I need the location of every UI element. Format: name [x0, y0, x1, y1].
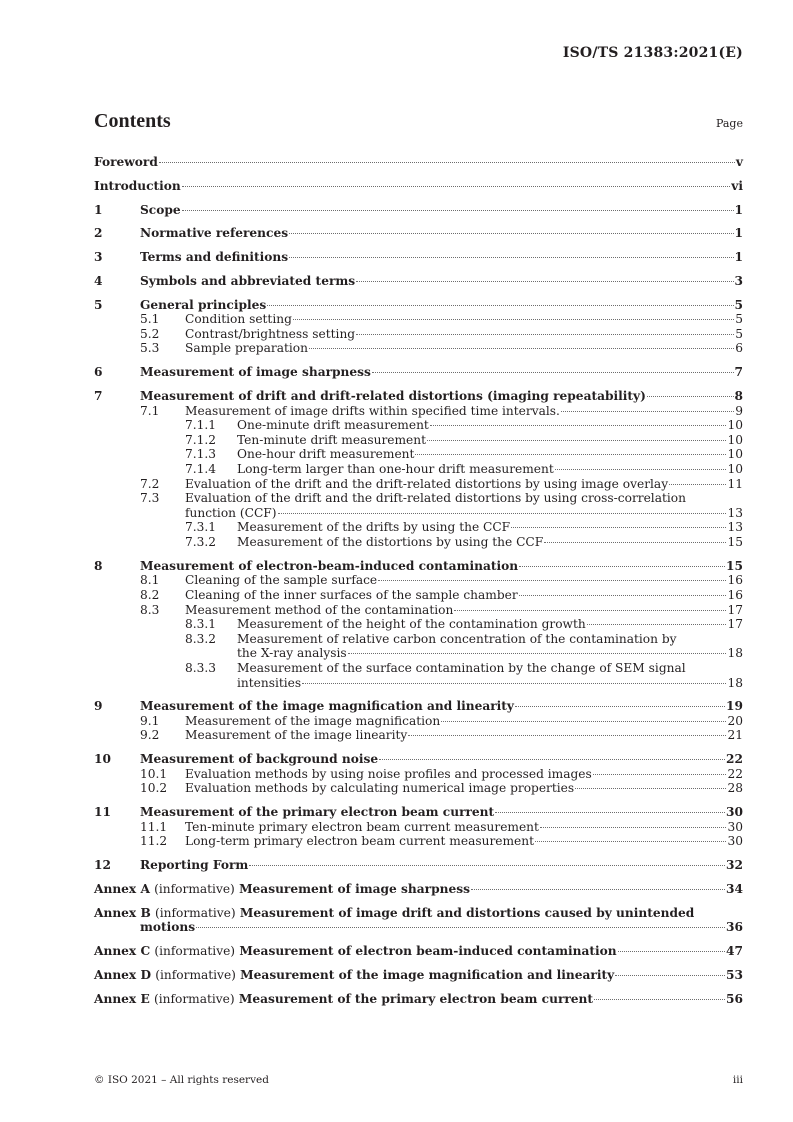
- toc-entry-page: 36: [726, 920, 743, 935]
- toc-entry-text: Measurement of drift and drift-related distortions (imaging repeatability): [140, 389, 646, 404]
- toc-entry-number: 8: [94, 558, 103, 573]
- toc-entry-page: v: [735, 155, 743, 169]
- toc-entry-page: 15: [727, 534, 743, 549]
- toc-entry-text: Measurement of image drifts within specified time intervals.: [185, 403, 560, 418]
- toc-entry-5-2[interactable]: [94, 327, 743, 342]
- toc-entry-7-1-1[interactable]: [94, 418, 743, 433]
- dot-leader: [544, 542, 726, 543]
- toc-entry-page: 19: [726, 699, 743, 714]
- toc-entry-text: [94, 882, 470, 897]
- toc-entry-number: 5: [94, 297, 103, 312]
- copyright-notice: © ISO 2021 – All rights reserved: [94, 1074, 269, 1086]
- toc-entry-page: 10: [727, 432, 743, 447]
- toc-entry-text: Measurement of image sharpness: [140, 365, 371, 380]
- dot-leader: [594, 999, 725, 1000]
- contents-title-row: [94, 110, 743, 133]
- toc-entry-page: 5: [735, 312, 743, 327]
- toc-entry-text: Foreword: [94, 155, 158, 169]
- toc-entry-page: 30: [727, 819, 743, 834]
- toc-entry-text: Measurement of electron-beam-induced contamination: [140, 558, 519, 573]
- toc-entry-3[interactable]: [94, 250, 743, 265]
- toc-entry-text: Introduction: [94, 178, 181, 193]
- page-column-label: Page: [715, 117, 743, 130]
- toc-entry-number: 7: [94, 389, 103, 404]
- toc-entry-number: 7.1.4: [185, 462, 217, 476]
- dot-leader: [302, 683, 726, 684]
- toc-entry-text: Long-term primary electron beam current measurement: [185, 834, 534, 849]
- toc-entry-number: 5.3: [140, 341, 160, 356]
- toc-entry-number: 12: [94, 858, 111, 873]
- toc-entry-page: 56: [726, 991, 743, 1006]
- toc-entry-number: 7.3.2: [185, 534, 217, 549]
- toc-entry-wrapped-text: [237, 661, 743, 690]
- toc-entry-page: 22: [727, 766, 743, 781]
- dot-leader: [454, 610, 726, 611]
- toc-entry-number: 7.1.2: [185, 432, 217, 447]
- toc-entry-5[interactable]: [94, 298, 743, 313]
- toc-entry-number: 10.1: [140, 766, 168, 781]
- toc-entry-10-2[interactable]: [94, 781, 743, 796]
- dot-leader: [293, 319, 734, 320]
- toc-entry-text: Normative references: [140, 226, 289, 241]
- toc-entry-page: 10: [727, 418, 743, 433]
- dot-leader: [379, 759, 725, 760]
- dot-leader: [159, 162, 735, 163]
- toc-entry-number: 7.3: [140, 491, 160, 506]
- toc-entry-page: 13: [727, 520, 743, 535]
- toc-entry-text: Measurement of the height of the contamination growth: [237, 617, 586, 632]
- dot-leader: [540, 827, 727, 828]
- toc-entry-text-line-1: Measurement of the surface contamination by the change of SEM signal: [237, 660, 686, 675]
- toc-entry-text: [94, 992, 593, 1007]
- toc-entry-10-1[interactable]: [94, 767, 743, 782]
- toc-entry-number: 9.1: [140, 713, 160, 728]
- annex-title: Measurement of the image magnification and linearity: [240, 967, 615, 982]
- document-id-header: ISO/TS 21383:2021(E): [562, 45, 743, 61]
- toc-entry-number: 9.2: [140, 728, 160, 743]
- dot-leader: [427, 440, 726, 441]
- toc-entry-text: One-hour drift measurement: [237, 447, 415, 462]
- toc-entry-number: 8.2: [140, 587, 160, 602]
- dot-leader: [378, 580, 726, 581]
- toc-entry-text: Measurement of the image linearity: [185, 728, 408, 743]
- toc-entry-text-line-1: [94, 906, 743, 921]
- toc-entry-8-3-1[interactable]: [94, 617, 743, 632]
- toc-entry-page: vi: [731, 178, 743, 193]
- toc-entry-text: Measurement of the image magnification: [185, 713, 441, 728]
- toc-entry-text: Cleaning of the sample surface: [185, 573, 378, 588]
- toc-entry-last-line: [185, 506, 743, 521]
- toc-entry-last-line: [237, 646, 743, 661]
- toc-entry-page: 17: [727, 602, 743, 617]
- toc-entry-page: 20: [727, 713, 743, 728]
- toc-entry-page: 3: [734, 273, 743, 288]
- dot-leader: [278, 513, 727, 514]
- toc-entry-5-3[interactable]: [94, 341, 743, 356]
- toc-entry-7-3[interactable]: [94, 491, 743, 520]
- annex-label: Annex D: [94, 967, 152, 982]
- toc-entry-page: 6: [735, 341, 743, 356]
- dot-leader: [593, 774, 727, 775]
- toc-entry-11-2[interactable]: [94, 834, 743, 849]
- toc-entry-wrapped-text: [185, 491, 743, 520]
- toc-entry-number: 10.2: [140, 781, 168, 796]
- toc-entry-number: 10: [94, 752, 111, 767]
- toc-entry-text: Long-term larger than one-hour drift measurement: [237, 462, 554, 476]
- toc-entry-page: 1: [734, 202, 743, 217]
- toc-entry-number: 7.1: [140, 403, 160, 418]
- toc-entry-page: 47: [726, 944, 743, 959]
- toc-entry-page: 18: [727, 646, 743, 661]
- toc-entry-11-1[interactable]: [94, 820, 743, 835]
- toc-entry-8-2[interactable]: [94, 588, 743, 603]
- toc-entry-7-3-1[interactable]: [94, 520, 743, 535]
- toc-entry-text: Measurement of background noise: [140, 752, 379, 767]
- toc-entry-text: Scope: [140, 202, 181, 217]
- toc-entry-7-1[interactable]: [94, 404, 743, 419]
- annex-label: Annex A: [94, 881, 150, 896]
- toc-entry-12[interactable]: [94, 858, 743, 873]
- toc-entry-text: Evaluation of the drift and the drift-related distortions by using image overlay: [185, 476, 669, 491]
- annex-title: Measurement of image sharpness: [239, 881, 470, 896]
- annex-type: (informative): [155, 967, 236, 982]
- toc-entry-8-1[interactable]: [94, 573, 743, 588]
- toc-entry-wrapped-text: [237, 632, 743, 661]
- toc-entry-page: 13: [727, 505, 743, 520]
- toc-entry-page: 9: [735, 403, 743, 418]
- toc-entry-text: Measurement of the image magnification and linearity: [140, 699, 514, 714]
- toc-entry-number: 1: [94, 202, 103, 217]
- toc-entry-text: Terms and definitions: [140, 250, 289, 265]
- toc-entry-page: 53: [726, 967, 743, 982]
- toc-entry-text-line-2: the X-ray analysis: [237, 646, 347, 661]
- toc-entry-7-3-2[interactable]: [94, 535, 743, 550]
- dot-leader: [511, 527, 726, 528]
- toc-entry-11[interactable]: [94, 805, 743, 820]
- toc-entry-text: Symbols and abbreviated terms: [140, 273, 356, 288]
- toc-entry-page: 11: [727, 476, 743, 491]
- dot-leader: [309, 348, 734, 349]
- page-number: iii: [732, 1074, 743, 1086]
- toc-entry-page: 1: [734, 250, 743, 265]
- toc-entry-number: 11.1: [140, 819, 168, 834]
- toc-entry-text: Sample preparation: [185, 341, 308, 356]
- annex-label: Annex E: [94, 991, 150, 1006]
- toc-entry-page: 21: [727, 728, 743, 743]
- toc-entry-8-3-2[interactable]: [94, 632, 743, 661]
- dot-leader: [519, 595, 727, 596]
- toc-entry-text-line-2: intensities: [237, 675, 302, 690]
- toc-entry-number: 5.1: [140, 312, 160, 327]
- toc-entry-page: 10: [727, 462, 743, 476]
- toc-entry-number: 8.3.1: [185, 617, 217, 632]
- dot-leader: [575, 788, 726, 789]
- dot-leader: [615, 975, 725, 976]
- toc-entry-annex-d[interactable]: [94, 968, 743, 983]
- annex-label: Annex B: [94, 905, 151, 920]
- toc-entry-7-1-2[interactable]: [94, 433, 743, 448]
- toc-entry-number: 5.2: [140, 326, 160, 341]
- toc-entry-number: 9: [94, 699, 103, 714]
- toc-entry-text: Measurement of the primary electron beam current: [140, 805, 495, 820]
- toc-entry-number: 8.3: [140, 602, 160, 617]
- toc-entry-7[interactable]: [94, 389, 743, 404]
- toc-entry-last-line: [94, 920, 743, 935]
- toc-entry-page: 15: [726, 558, 743, 573]
- toc-entry-page: 30: [727, 834, 743, 849]
- dot-leader: [356, 334, 734, 335]
- toc-entry-10[interactable]: [94, 752, 743, 767]
- toc-entry-number: 7.3.1: [185, 520, 217, 535]
- toc-entry-page: 5: [735, 326, 743, 341]
- toc-entry-text: Ten-minute primary electron beam current measurement: [185, 819, 539, 834]
- table-of-contents: [94, 155, 743, 1006]
- toc-entry-9-2[interactable]: [94, 728, 743, 743]
- annex-title: Measurement of the primary electron beam current: [238, 991, 594, 1006]
- toc-entry-6[interactable]: [94, 365, 743, 380]
- dot-leader: [587, 624, 727, 625]
- toc-entry-7-2[interactable]: [94, 477, 743, 492]
- toc-entry-last-line: [237, 676, 743, 691]
- toc-entry-number: 6: [94, 365, 103, 380]
- toc-entry-number: 8.3.2: [185, 631, 217, 646]
- toc-entry-page: 5: [734, 297, 743, 312]
- toc-entry-8[interactable]: [94, 559, 743, 574]
- dot-leader: [495, 812, 725, 813]
- toc-entry-text-line-1: Measurement of relative carbon concentration of the contamination by: [237, 631, 677, 646]
- toc-entry-9[interactable]: [94, 699, 743, 714]
- toc-entry-text: [94, 968, 614, 983]
- toc-entry-number: 11.2: [140, 834, 168, 849]
- dot-leader: [182, 210, 734, 211]
- dot-leader: [561, 411, 734, 412]
- toc-entry-text: Contrast/brightness setting: [185, 326, 356, 341]
- dot-leader: [647, 396, 734, 397]
- toc-entry-page: 16: [727, 573, 743, 588]
- toc-entry-text: General principles: [140, 297, 267, 312]
- dot-leader: [519, 566, 725, 567]
- toc-entry-5-1[interactable]: [94, 312, 743, 327]
- toc-entry-text: Condition setting: [185, 312, 292, 327]
- annex-type: (informative): [155, 905, 236, 920]
- dot-leader: [471, 889, 725, 890]
- toc-entry-text: One-minute drift measurement: [237, 418, 429, 433]
- toc-entry-number: 4: [94, 273, 103, 288]
- toc-entry-text: Reporting Form: [140, 858, 249, 873]
- dot-leader: [372, 372, 734, 373]
- dot-leader: [356, 281, 733, 282]
- toc-entry-annex-c[interactable]: [94, 944, 743, 959]
- toc-entry-page: 18: [727, 675, 743, 690]
- toc-entry-annex-a[interactable]: [94, 882, 743, 897]
- toc-entry-text-line-1: Evaluation of the drift and the drift-related distortions by using cross-correlation: [185, 491, 686, 506]
- toc-entry-page: 1: [734, 226, 743, 241]
- annex-title-line-1: Measurement of image drift and distortions caused by unintended: [239, 905, 695, 920]
- toc-entry-page: 30: [726, 805, 743, 820]
- toc-entry-9-1[interactable]: [94, 714, 743, 729]
- toc-entry-1[interactable]: [94, 203, 743, 218]
- toc-entry-text: Cleaning of the inner surfaces of the sample chamber: [185, 587, 518, 602]
- annex-title-line-2: motions: [140, 920, 196, 935]
- annex-title: Measurement of electron beam-induced contamination: [239, 944, 617, 959]
- toc-entry-annex-b[interactable]: [94, 906, 743, 935]
- toc-entry-page: 32: [726, 858, 743, 873]
- toc-entry-page: 17: [727, 617, 743, 632]
- toc-entry-text: Evaluation methods by using noise profiles and processed images: [185, 766, 592, 781]
- toc-entry-number: 7.2: [140, 476, 160, 491]
- dot-leader: [289, 257, 733, 258]
- toc-entry-number: 8.1: [140, 573, 160, 588]
- toc-entry-2[interactable]: [94, 226, 743, 241]
- dot-leader: [182, 186, 730, 187]
- toc-entry-8-3-3[interactable]: [94, 661, 743, 690]
- toc-entry-number: 11: [94, 805, 111, 820]
- toc-entry-number: 2: [94, 226, 103, 241]
- toc-entry-8-3[interactable]: [94, 603, 743, 618]
- toc-entry-number: 3: [94, 250, 103, 265]
- toc-entry-page: 16: [727, 587, 743, 602]
- dot-leader: [289, 233, 733, 234]
- toc-entry-page: 8: [734, 389, 743, 404]
- dot-leader: [535, 841, 726, 842]
- dot-leader: [555, 469, 727, 470]
- toc-entry-number: 7.1.3: [185, 447, 217, 462]
- toc-entry-7-1-3[interactable]: [94, 447, 743, 462]
- toc-entry-number: 7.1.1: [185, 418, 217, 433]
- toc-entry-4[interactable]: [94, 274, 743, 289]
- toc-entry-page: 28: [727, 781, 743, 796]
- toc-entry-foreword[interactable]: [94, 155, 743, 170]
- toc-entry-introduction[interactable]: [94, 179, 743, 194]
- dot-leader: [249, 865, 725, 866]
- toc-entry-text: Evaluation methods by calculating numerical image properties: [185, 781, 575, 796]
- toc-entry-page: 7: [734, 365, 743, 380]
- toc-entry-text-line-2: function (CCF): [185, 505, 277, 520]
- toc-entry-wrapped-text: [94, 906, 743, 935]
- toc-entry-number: 8.3.3: [185, 660, 217, 675]
- dot-leader: [415, 454, 726, 455]
- dot-leader: [618, 951, 725, 952]
- toc-entry-annex-e[interactable]: [94, 992, 743, 1007]
- annex-type: (informative): [154, 944, 236, 959]
- annex-label: Annex C: [94, 944, 151, 959]
- toc-entry-text: Measurement of the distortions by using the CCF: [237, 534, 544, 549]
- toc-entry-text: Measurement of the drifts by using the CCF: [237, 520, 511, 535]
- dot-leader: [196, 927, 725, 928]
- dot-leader: [348, 653, 727, 654]
- dot-leader: [669, 484, 726, 485]
- dot-leader: [441, 721, 726, 722]
- toc-entry-page: 34: [726, 881, 743, 896]
- page-footer: [94, 1074, 743, 1086]
- dot-leader: [267, 305, 733, 306]
- toc-entry-text: Measurement method of the contamination: [185, 602, 454, 617]
- annex-type: (informative): [154, 881, 235, 896]
- toc-entry-text: Ten-minute drift measurement: [237, 432, 427, 447]
- toc-entry-7-1-4[interactable]: [94, 462, 743, 477]
- dot-leader: [430, 425, 727, 426]
- annex-type: (informative): [153, 991, 235, 1006]
- dot-leader: [408, 735, 726, 736]
- toc-entry-text: [94, 944, 617, 959]
- toc-entry-page: 22: [726, 752, 743, 767]
- dot-leader: [515, 706, 725, 707]
- page-title: Contents: [94, 110, 171, 132]
- toc-entry-page: 10: [727, 447, 743, 462]
